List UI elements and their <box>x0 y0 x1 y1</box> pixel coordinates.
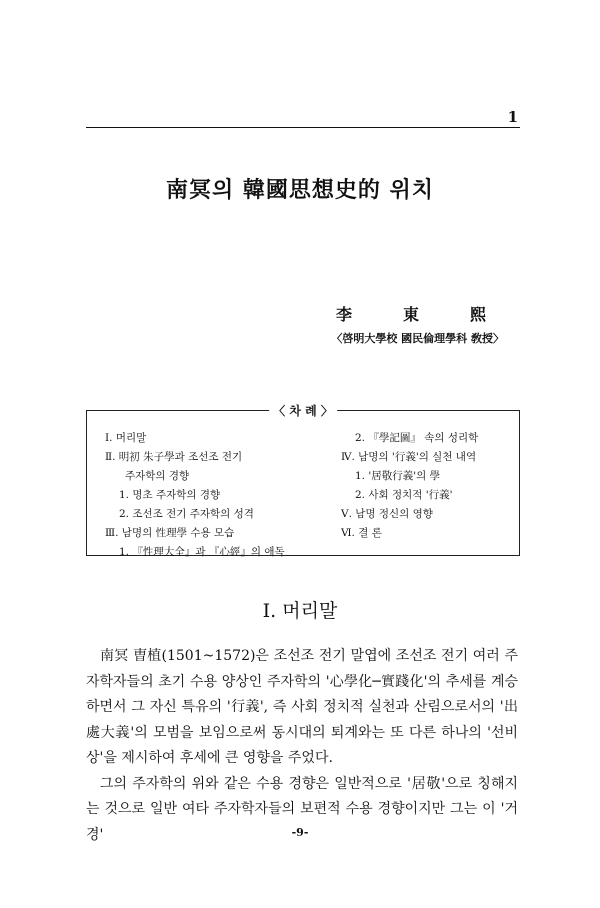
toc-item: 1. 명초 주자학의 경향 <box>119 489 221 501</box>
toc-item: 2. 조선조 전기 주자학의 성격 <box>119 508 254 520</box>
toc-item: Ⅵ. 결 론 <box>341 527 382 539</box>
body-text <box>86 644 518 848</box>
author-char: 李 <box>336 305 353 324</box>
author-char: 東 <box>402 305 419 324</box>
toc-title: 〈 차 례 〉 <box>269 402 337 419</box>
page-number: -9- <box>291 826 309 839</box>
paper-title: 南冥의 韓國思想史的 위치 <box>165 177 435 203</box>
toc-item: Ⅰ. 머리말 <box>105 432 147 444</box>
toc-item: Ⅴ. 남명 정신의 영향 <box>341 508 433 520</box>
toc-left-column <box>105 429 285 562</box>
section-heading: Ⅰ. 머리말 <box>262 600 338 622</box>
toc-item: Ⅳ. 남명의 '行義'의 실천 내역 <box>341 451 477 463</box>
author-name <box>336 302 486 325</box>
paragraph: 그의 주자학의 위와 같은 수용 경향은 일반적으로 '居敬'으로 칭해지는 것으로 일반 여타 주자학자들의 보편적 수용 경향이지만 그는 이 '거경' <box>86 775 518 843</box>
header-rule <box>86 127 520 128</box>
paragraph: 南冥 曺植(1501~1572)은 조선조 전기 말엽에 조선조 전기 여러 주자학자들의 초기 수용 양상인 주자학의 '心學化─實踐化'의 추세를 계승하면서 그 자신 특유의 '行義', 즉 사회 정치적 실천과 산림으로서의 '出處大義'의 모범을 보임으로써 동시대의 퇴계와는 또 다른 하나의 '선비상'을 제시하여 후세에 큰 영향을 주었다. <box>86 648 518 766</box>
toc-item: 2. 사회 정치적 '行義' <box>355 489 453 501</box>
author-affiliation: 〈啓明大學校 國民倫理學科 敎授〉 <box>331 332 504 345</box>
table-of-contents <box>86 404 520 558</box>
toc-item: 주자학의 경향 <box>125 470 190 482</box>
chapter-number: 1 <box>507 108 518 126</box>
toc-item: Ⅱ. 明初 朱子學과 조선조 전기 <box>105 451 243 463</box>
toc-item: Ⅲ. 남명의 性理學 수용 모습 <box>105 527 235 539</box>
toc-right-column <box>341 429 478 543</box>
author-char: 熙 <box>469 305 486 324</box>
toc-item: 1. 『性理大全』과 『心經』의 애독 <box>119 546 285 558</box>
toc-item: 2. 『學記圖』 속의 성리학 <box>355 432 479 444</box>
toc-item: 1. '居敬行義'의 學 <box>355 470 441 482</box>
